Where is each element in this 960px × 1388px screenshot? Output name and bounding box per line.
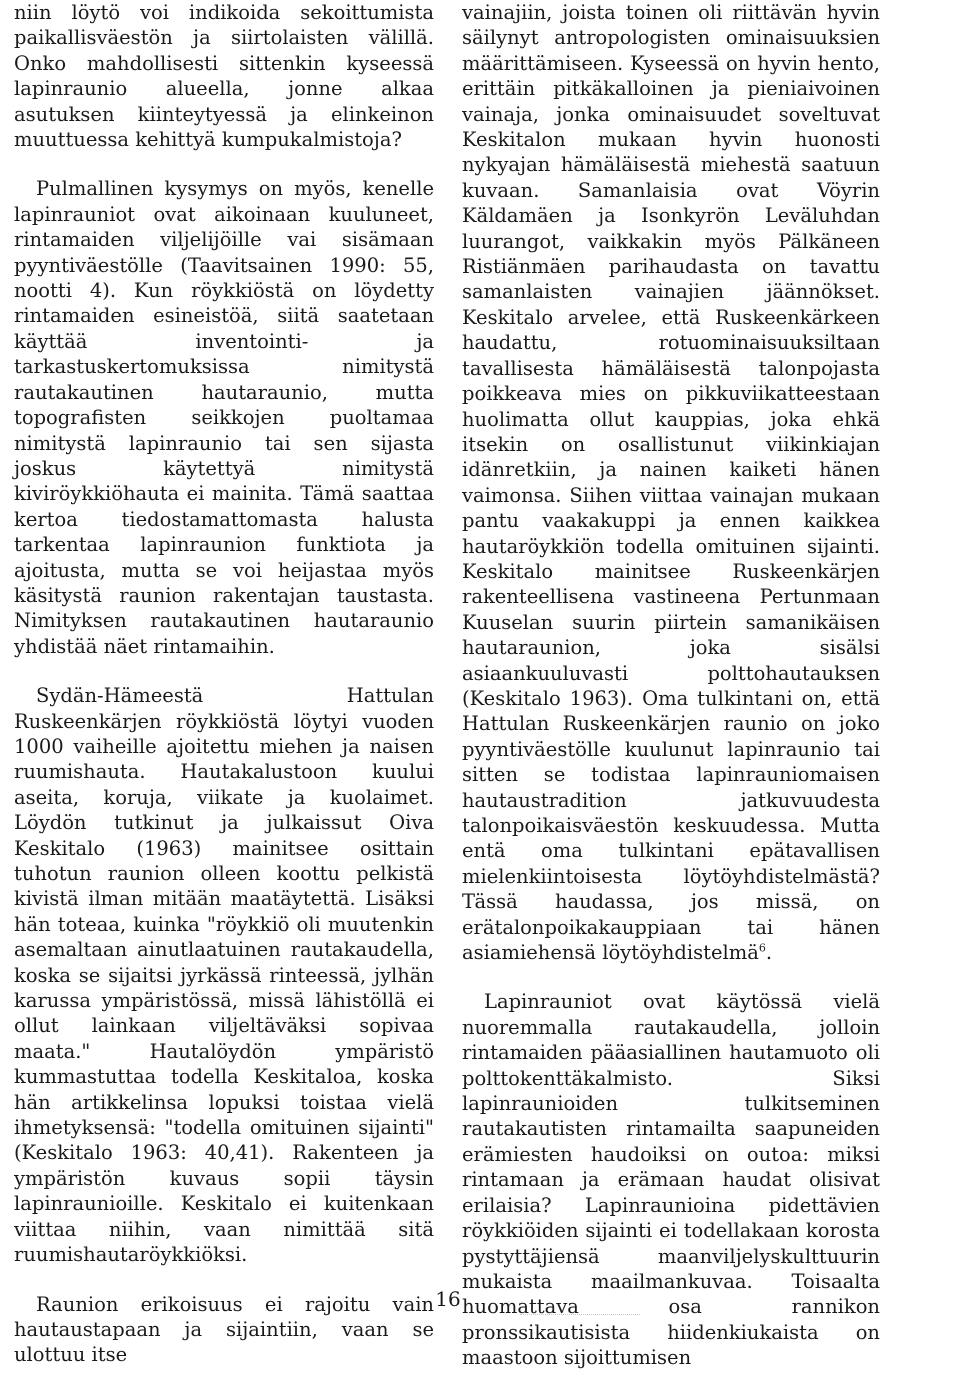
paragraph: Lapinrauniot ovat käytössä vielä nuoremmalla rautakaudella, jolloin rintamaiden pääasiallinen hautamuoto oli polttokenttäkalmisto. Siksi lapinraunioiden tulkitseminen rautakautisten rintamailta saapuneiden erämiesten haudoiksi on outoa: miksi rintamaan ja erämaan haudat olisivat erilaisia? Lapinraunioina pidettävien röykkiöiden sijainti ei todellakaan korosta pystyttäjiensä maanviljelyskulttuurin mukaista maailmankuvaa. Toisaalta huomattava osa rannikon pronssikautisista hiidenkiukaista on maastoon sijoittumisen xyxy=(462,990,880,1370)
footer-divider xyxy=(520,1314,640,1315)
paragraph: niin löytö voi indikoida sekoittumista paikallisväestön ja siirtolaisten välillä. Onko mahdollisesti sittenkin kyseessä lapinraunio alueella, jonne alkaa asutuksen kiinteytyessä ja elinkeinon muuttuessa kehittyä kumpukalmistoja? xyxy=(14,1,434,152)
paragraph-text: vainajiin, joista toinen oli riittävän hyvin säilynyt antropologisten ominaisuuksien määrittämiseen. Kyseessä on hyvin hento, erittäin pitkäkalloinen ja pieniaivoinen vainaja, jonka ominaisuudet soveltuvat Keskitalon mukaan hyvin huonosti nykyajan hämäläisestä miehestä saatuun kuvaan. Samanlaisia ovat Vöyrin Käldamäen ja Isonkyrön Leväluhdan luurangot, vaikkakin myös Pälkäneen Ristiänmäen parihaudasta on tavattu samanlaisten vainajien jäännökset. Keskitalo arvelee, että Ruskeenkärkeen haudattu, rotuominaisuuksiltaan tavallisesta hämäläisestä talonpojasta poikkeava mies on pikkuviikatteestaan huolimatta ollut kauppias, joka ehkä itsekin on osallistunut viikinkiajan idänretkiin, ja nainen kaiketi hänen vaimonsa. Siihen viittaa vainajan mukaan pantu vaakakuppi ja ennen kaikkea hautaröykkiön todella omituinen sijainti. Keskitalo mainitsee Ruskeenkärjen rakenteellisena vastineena Pertunmaan Kuuselan suurin piirtein samanikäisen hautaraunion, joka sisälsi asiaankuuluvasti polttohautauksen (Keskitalo 1963). Oma tulkintani on, että Hattulan Ruskeenkärjen raunio on joko pyyntiväestölle kuulunut lapinraunio tai sitten se todistaa lapinrauniomaisen hautaustradition jatkuvuudesta talonpoikaisväestön keskuudessa. Mutta entä oma tulkintani epätavallisen mielenkiintoisesta löytöyhdistelmästä? Tässä haudassa, jos missä, on erätalonpoikakauppiaan tai hänen asiamiehensä löytöyhdistelmä xyxy=(462,1,880,965)
paragraph: Sydän-Hämeestä Hattulan Ruskeenkärjen röykkiöstä löytyi vuoden 1000 vaiheille ajoitettu miehen ja naisen ruumishauta. Hautakalustoon kuului aseita, koruja, viikate ja kuolaimet. Löydön tutkinut ja julkaissut Oiva Keskitalo (1963) mainitsee osittain tuhotun raunion olleen koottu pelkistä kivistä ilman mitään maatäytettä. Lisäksi hän toteaa, kuinka "röykkiö oli muutenkin asemaltaan ainutlaatuinen rautakaudella, koska se sijaitsi jyrkässä rinteessä, jylhän karussa ympäristössä, missä lähistöllä ei ollut lainkaan viljeltäväksi sopivaa maata." Hautalöydön ympäristö kummastuttaa todella Keskitaloa, koska hän artikkelinsa lopuksi toistaa vielä ihmetyksensä: "todella omituinen sijainti" (Keskitalo 1963: 40,41). Rakenteen ja ympäristön kuvaus sopii täysin lapinraunioille. Keskitalo ei kuitenkaan viittaa niihin, vaan nimittää sitä ruumishautaröykkiöksi. xyxy=(14,684,434,1267)
paragraph-tail: . xyxy=(765,941,773,965)
left-column xyxy=(14,0,434,1368)
paragraph: Pulmallinen kysymys on myös, kenelle lapinrauniot ovat aikoinaan kuuluneet, rintamaiden viljelijöille vai sisämaan pyyntiväestölle (Taavitsainen 1990: 55, nootti 4). Kun röykkiöstä on löydetty rintamaiden esineistöä, siitä saatetaan käyttää inventointi- ja tarkastuskertomuksissa nimitystä rautakautinen hautaraunio, mutta topografisten seikkojen puoltamaa nimitystä lapinraunio tai sen sijasta joskus käytettyä nimitystä kiviröykkiöhauta ei mainita. Tämä saattaa kertoa tiedostamattomasta halusta tarkentaa lapinraunion funktiota ja ajoitusta, mutta se voi heijastaa myös käsitystä raunion rakentajan taustasta. Nimityksen rautakautinen hautaraunio yhdistää näet rintamaihin. xyxy=(14,177,434,658)
page-number: 16 xyxy=(435,1287,461,1311)
footnote-marker[interactable]: 6 xyxy=(758,941,766,955)
right-column xyxy=(462,0,880,1371)
paragraph: Raunion erikoisuus ei rajoitu vain hautaustapaan ja sijaintiin, vaan se ulottuu itse xyxy=(14,1292,434,1367)
paragraph xyxy=(462,0,880,965)
